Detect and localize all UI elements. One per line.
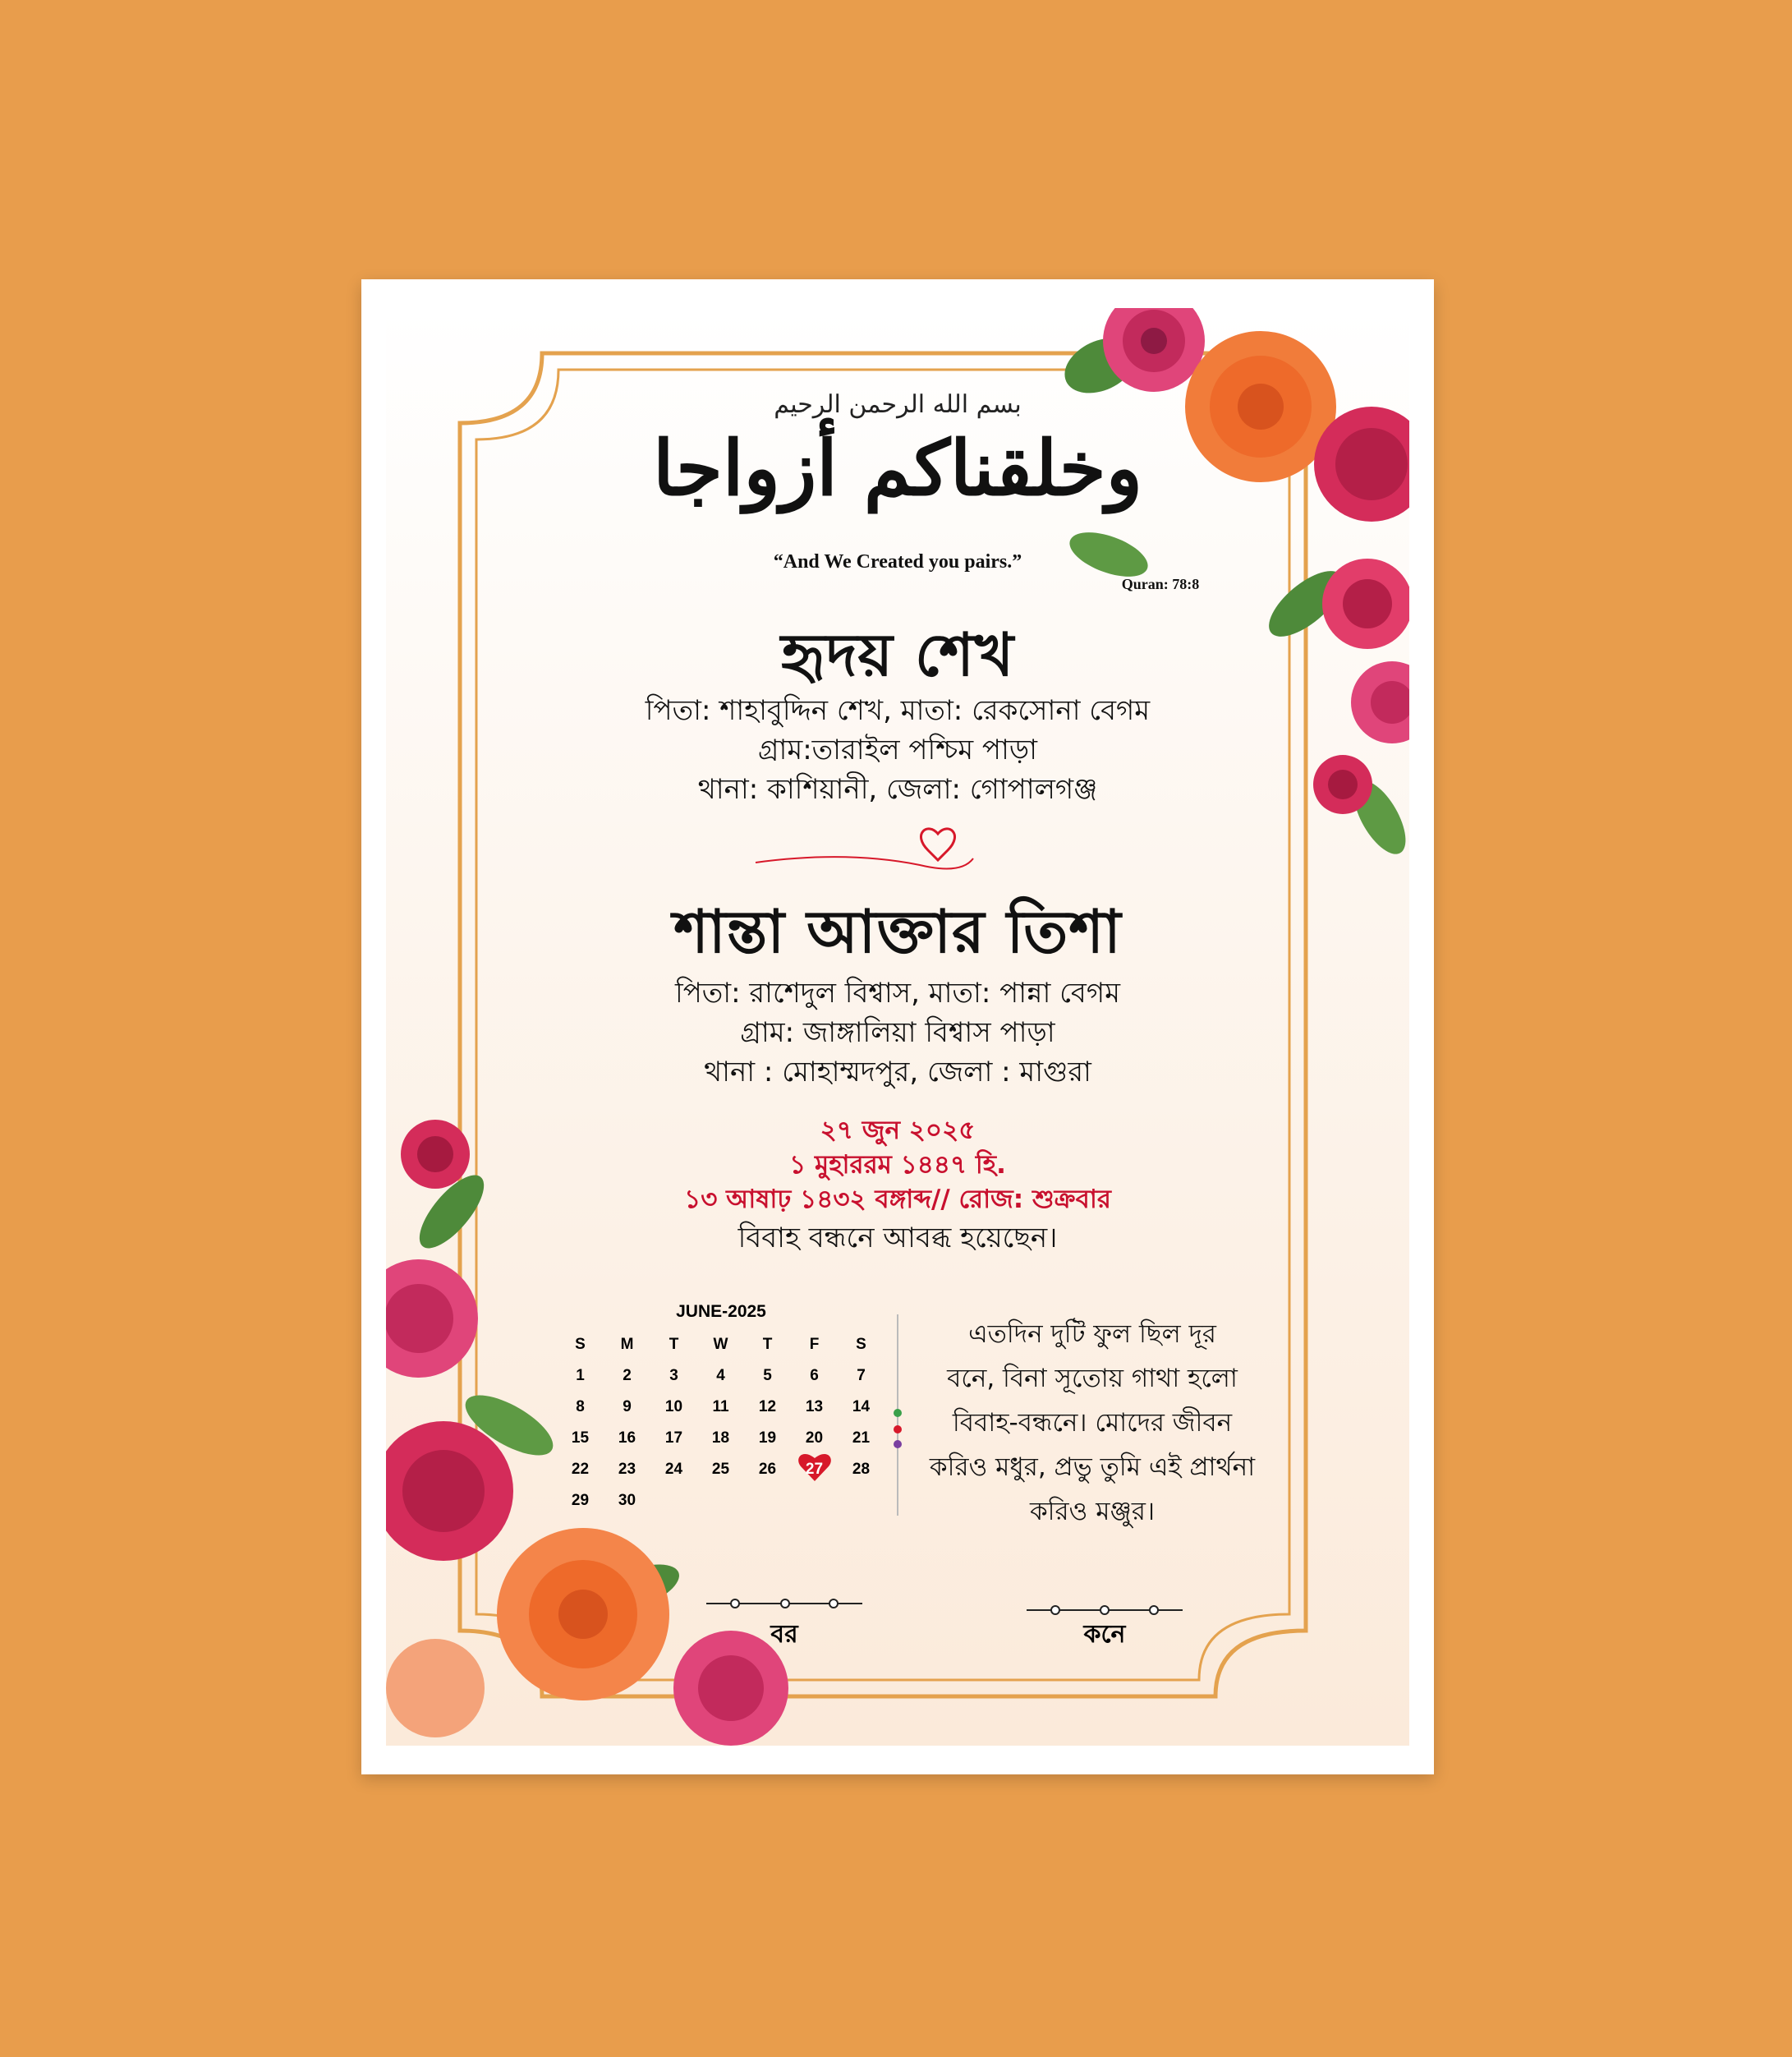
calendar-day: 10 <box>664 1398 683 1415</box>
calendar-weekday: F <box>809 1336 820 1353</box>
date-hijri: ১ মুহাররম ১৪৪৭ হি. <box>789 1150 1006 1180</box>
calendar-weekday: M <box>620 1336 634 1353</box>
calendar-day: 12 <box>758 1398 777 1415</box>
divider-dot-purple <box>894 1440 902 1448</box>
calendar-day: 14 <box>852 1398 871 1415</box>
calendar <box>557 1302 869 1511</box>
poem-line: বিবাহ-বন্ধনে। মোদের জীবন <box>952 1408 1233 1438</box>
calendar-day: 24 <box>664 1461 683 1478</box>
calendar-day: 21 <box>852 1429 871 1447</box>
calendar-day: 13 <box>805 1398 824 1415</box>
calendar-day: 15 <box>571 1429 590 1447</box>
calendar-day: 9 <box>623 1398 632 1415</box>
poem-line: বনে, বিনা সূতোয় গাথা হলো <box>947 1364 1238 1393</box>
poem-line: করিও মঞ্জুর। <box>1029 1497 1156 1526</box>
marriage-statement: বিবাহ বন্ধনে আবব্ধ হয়েছেন। <box>737 1222 1058 1254</box>
calendar-day: 5 <box>763 1367 772 1384</box>
bride-village: গ্রাম: জাঙ্গালিয়া বিশ্বাস পাড়া <box>740 1016 1055 1049</box>
calendar-day: 17 <box>664 1429 683 1447</box>
bismillah: بسم الله الرحمن الرحيم <box>774 390 1022 419</box>
calendar-day: 20 <box>805 1429 824 1447</box>
calendar-day: 11 <box>712 1398 729 1415</box>
calendar-grid <box>557 1335 869 1511</box>
calendar-weekday: S <box>575 1336 586 1353</box>
calendar-day-highlighted <box>791 1460 838 1479</box>
calendar-day: 16 <box>618 1429 636 1447</box>
calendar-day: 28 <box>852 1461 871 1478</box>
calendar-title: JUNE-2025 <box>676 1302 766 1321</box>
calendar-day: 30 <box>618 1492 636 1509</box>
calendar-day: 6 <box>810 1367 819 1384</box>
calendar-weekday: S <box>856 1336 866 1353</box>
signature-flourish-bride <box>1027 1606 1183 1614</box>
calendar-day-number: 27 <box>805 1461 824 1478</box>
calendar-day: 7 <box>857 1367 866 1384</box>
signature-flourish-groom <box>706 1599 862 1608</box>
calendar-day: 25 <box>711 1461 730 1478</box>
groom-name: হৃদয় শেখ <box>780 620 1015 689</box>
groom-signature-label: বর <box>770 1620 798 1649</box>
bride-parents: পিতা: রাশেদুল বিশ্বাস, মাতা: পান্না বেগম <box>674 977 1121 1010</box>
calendar-weekday: T <box>669 1336 679 1353</box>
quote-text: “And We Created you pairs.” <box>773 551 1022 573</box>
calendar-day: 23 <box>618 1461 636 1478</box>
divider-dot-red <box>894 1425 902 1433</box>
poem-line: এতদিন দুটি ফুল ছিল দূর <box>968 1319 1216 1349</box>
poem-line: করিও মধুর, প্রভু তুমি এই প্রার্থনা <box>929 1452 1256 1482</box>
divider-dot-green <box>894 1409 902 1417</box>
calendar-day: 22 <box>571 1461 590 1478</box>
calendar-day: 1 <box>576 1367 585 1384</box>
calendar-weekday: T <box>762 1336 773 1353</box>
heart-flourish <box>756 829 973 869</box>
calendar-day: 2 <box>623 1367 632 1384</box>
groom-village: গ্রাম:তারাইল পশ্চিম পাড়া <box>758 734 1037 766</box>
calendar-day: 19 <box>758 1429 777 1447</box>
calendar-day: 3 <box>669 1367 678 1384</box>
bride-signature-label: কনে <box>1083 1620 1126 1649</box>
calendar-day: 4 <box>716 1367 725 1384</box>
bride-district: থানা : মোহাম্মদপুর, জেলা : মাগুরা <box>704 1056 1091 1088</box>
invitation-paper <box>386 308 1409 1746</box>
bride-name: শান্তা আক্তার তিশা <box>673 897 1122 966</box>
date-bangla: ১৩ আষাঢ় ১৪৩২ বঙ্গাব্দ// রোজ: শুক্রবার <box>684 1185 1111 1214</box>
groom-district: থানা: কাশিয়ানী, জেলা: গোপালগঞ্জ <box>697 773 1098 806</box>
groom-parents: পিতা: শাহাবুদ্দিন শেখ, মাতা: রেকসোনা বেগম <box>645 694 1151 727</box>
arabic-calligraphy: وخلقناكم أزواجا <box>652 424 1143 513</box>
date-gregorian: ২৭ জুন ২০২৫ <box>820 1116 976 1145</box>
calendar-day: 8 <box>576 1398 585 1415</box>
quote-reference: Quran: 78:8 <box>1121 576 1200 592</box>
calendar-weekday: W <box>713 1336 728 1353</box>
calendar-day: 18 <box>711 1429 730 1447</box>
poem <box>920 1312 1265 1534</box>
calendar-day: 29 <box>571 1492 590 1509</box>
calendar-day: 26 <box>758 1461 777 1478</box>
invitation-card <box>361 279 1434 1774</box>
